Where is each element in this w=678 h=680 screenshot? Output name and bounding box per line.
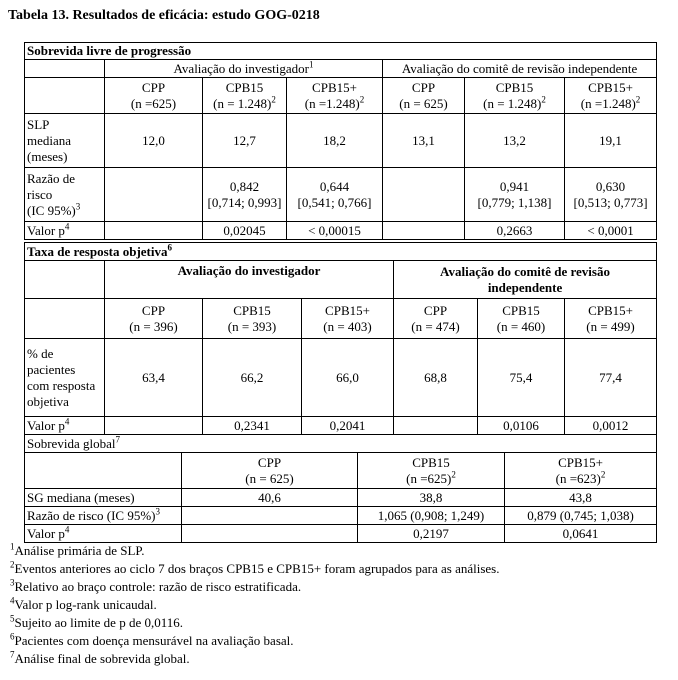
orr-section-title: Taxa de resposta objetiva$^6$ xyxy=(25,243,657,261)
footnote: $^3$Relativo ao braço controle: razão de risco estratificada. xyxy=(10,577,302,594)
orr-p-label: Valor $p^4$ xyxy=(25,417,105,435)
footnote: $^2$Eventos anteriores ao ciclo 7 dos braços CPB15 e CPB15+ foram agrupados para as análises. xyxy=(10,559,500,576)
pfs-section-title: Sobrevida livre de progressão xyxy=(25,43,657,60)
os-hr-value: 0,879 (0,745; 1,038) xyxy=(505,507,657,525)
os-section-title: Sobrevida global$^7$ xyxy=(25,435,657,453)
pfs-median-value: 13,2 xyxy=(465,114,565,168)
orr-p-value: 0,2341 xyxy=(203,417,302,435)
pfs-median-label: SLP mediana (meses) xyxy=(25,114,105,168)
pfs-col-header: CPB15 (n = 1.248)$^2$ xyxy=(203,78,287,114)
orr-pct-value: 63,4 xyxy=(105,339,203,417)
pfs-col-header: CPB15+ (n =1.248)$^2$ xyxy=(287,78,383,114)
orr-p-value xyxy=(105,417,203,435)
orr-p-value: 0,2041 xyxy=(302,417,394,435)
footnote: $^1$Análise primária de SLP. xyxy=(10,541,145,558)
pfs-col-header: CPP (n = 625) xyxy=(383,78,465,114)
pfs-p-value: < 0,00015 xyxy=(287,222,383,240)
pfs-col-header: CPB15+ (n =1.248)$^2$ xyxy=(565,78,657,114)
os-col-header: CPP (n = 625) xyxy=(182,453,358,489)
pfs-p-value xyxy=(383,222,465,240)
os-median-value: 38,8 xyxy=(358,489,505,507)
pfs-median-value: 18,2 xyxy=(287,114,383,168)
pfs-median-value: 19,1 xyxy=(565,114,657,168)
orr-col-header: CPB15+ (n = 403) xyxy=(302,299,394,339)
pfs-irc-header: Avaliação do comitê de revisão independente xyxy=(383,60,657,78)
os-p-value: 0,2197 xyxy=(358,525,505,543)
footnotes xyxy=(10,542,499,668)
os-p-value: 0,0641 xyxy=(505,525,657,543)
orr-pct-value: 75,4 xyxy=(478,339,565,417)
os-col-header: CPB15+ (n =623)$^2$ xyxy=(505,453,657,489)
os-hr-label: Razão de risco (IC 95%)$^3$ xyxy=(25,507,182,525)
orr-p-value: 0,0106 xyxy=(478,417,565,435)
pfs-hr-value xyxy=(105,168,203,222)
footnote: $^5$Sujeito ao limite de p de 0,0116. xyxy=(10,613,183,630)
os-hr-value xyxy=(182,507,358,525)
os-median-value: 40,6 xyxy=(182,489,358,507)
os-hr-value: 1,065 (0,908; 1,249) xyxy=(358,507,505,525)
pfs-median-value: 13,1 xyxy=(383,114,465,168)
pfs-col-header: CPB15 (n = 1.248)$^2$ xyxy=(465,78,565,114)
orr-col-header: CPP (n = 396) xyxy=(105,299,203,339)
os-col-header: CPB15 (n =625)$^2$ xyxy=(358,453,505,489)
orr-pct-value: 68,8 xyxy=(394,339,478,417)
os-table xyxy=(24,434,657,543)
pfs-col-header: CPP (n =625) xyxy=(105,78,203,114)
footnote: $^4$Valor p log-rank unicaudal. xyxy=(10,595,157,612)
orr-pct-value: 66,2 xyxy=(203,339,302,417)
orr-pct-label: % de pacientes com resposta objetiva xyxy=(25,339,105,417)
orr-p-value: 0,0012 xyxy=(565,417,657,435)
pfs-hr-value: 0,630 [0,513; 0,773] xyxy=(565,168,657,222)
footnote: $^6$Pacientes com doença mensurável na avaliação basal. xyxy=(10,631,294,648)
pfs-table xyxy=(24,42,657,240)
orr-col-header: CPP (n = 474) xyxy=(394,299,478,339)
footnote: $^7$Análise final de sobrevida global. xyxy=(10,649,190,666)
orr-col-header: CPB15 (n = 460) xyxy=(478,299,565,339)
os-median-value: 43,8 xyxy=(505,489,657,507)
pfs-p-value: 0,02045 xyxy=(203,222,287,240)
pfs-hr-label: Razão de risco (IC 95%)$^3$ xyxy=(25,168,105,222)
os-p-value xyxy=(182,525,358,543)
orr-col-header: CPB15 (n = 393) xyxy=(203,299,302,339)
orr-p-value xyxy=(394,417,478,435)
pfs-hr-value xyxy=(383,168,465,222)
pfs-p-value xyxy=(105,222,203,240)
pfs-p-value: < 0,0001 xyxy=(565,222,657,240)
orr-pct-value: 66,0 xyxy=(302,339,394,417)
pfs-hr-value: 0,941 [0,779; 1,138] xyxy=(465,168,565,222)
os-p-label: Valor $p^4$ xyxy=(25,525,182,543)
orr-pct-value: 77,4 xyxy=(565,339,657,417)
pfs-median-value: 12,7 xyxy=(203,114,287,168)
pfs-median-value: 12,0 xyxy=(105,114,203,168)
pfs-hr-value: 0,644 [0,541; 0,766] xyxy=(287,168,383,222)
orr-table xyxy=(24,242,657,435)
orr-irc-header: Avaliação do comitê de revisão independente xyxy=(394,261,657,299)
orr-investigator-header: Avaliação do investigador xyxy=(105,261,394,299)
table-title: Tabela 13. Resultados de eficácia: estudo GOG-0218 xyxy=(8,8,320,23)
orr-col-header: CPB15+ (n = 499) xyxy=(565,299,657,339)
pfs-investigator-header: Avaliação do investigador$^1$ xyxy=(105,60,383,78)
pfs-p-label: Valor $p^4$ xyxy=(25,222,105,240)
pfs-hr-value: 0,842 [0,714; 0,993] xyxy=(203,168,287,222)
os-median-label: SG mediana (meses) xyxy=(25,489,182,507)
pfs-p-value: 0,2663 xyxy=(465,222,565,240)
